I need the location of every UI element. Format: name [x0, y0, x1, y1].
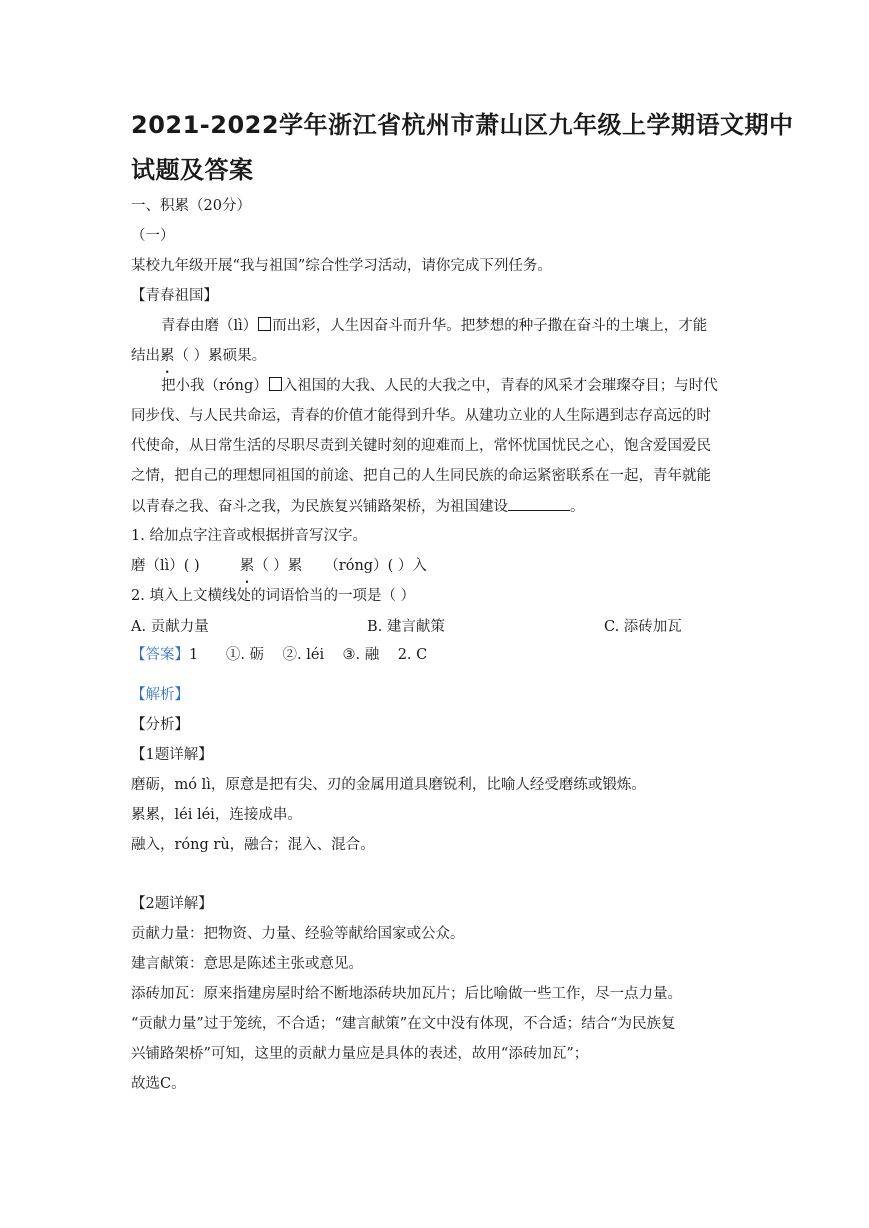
- doc-title-line2: 试题及答案: [131, 156, 254, 184]
- p1-part-d: （ ）累硕果。: [174, 348, 267, 364]
- analysis-label: 【解析】: [131, 687, 189, 703]
- p1-part-c: 结出: [131, 348, 160, 364]
- option-a: A. 贡献力量: [131, 619, 209, 635]
- blank-box: [258, 317, 271, 331]
- detail-2-heading: 【2题详解】: [131, 896, 213, 912]
- paragraph2-line4: 之情，把自己的理想同祖国的前途、把自己的人生同民族的命运紧密联系在一起，青年就能: [131, 468, 711, 484]
- sub-heading: （一）: [131, 228, 175, 244]
- qingchun-heading: 【青春祖国】: [131, 288, 218, 304]
- detail-2-line2: 建言献策：意思是陈述主张或意见。: [131, 956, 363, 972]
- paragraph2-line3: 代使命，从日常生活的尽职尽责到关键时刻的迎难而上，常怀忧国忧民之心，饱含爱国爱民: [131, 438, 711, 454]
- fill-blank-line: [508, 496, 570, 511]
- detail-2-line1: 贡献力量：把物资、力量、经验等献给国家或公众。: [131, 926, 465, 942]
- detail-2-line5: 兴铺路架桥”可知，这里的贡献力量应是具体的表述，故用“添砖加瓦”；: [131, 1046, 589, 1062]
- p2-part-g: 。: [570, 499, 585, 515]
- answer-text: 1 ①. 砺 ②. léi ③. 融 2. C: [189, 647, 428, 663]
- paragraph2-line2: 同步伐、与人民共命运，青春的价值才能得到升华。从建功立业的人生际遇到志存高远的时: [131, 408, 711, 424]
- q1-item-c: （róng）( ）入: [324, 558, 427, 574]
- detail-1-line3: 融入，róng rù，融合；混入、混合。: [131, 837, 375, 853]
- detail-2-line3: 添砖加瓦：原来指建房屋时给不断地添砖块加瓦片；后比喻做一些工作，尽一点力量。: [131, 986, 682, 1002]
- p2-part-f: 以青春之我、奋斗之我，为民族复兴铺路架桥，为祖国建设: [131, 499, 508, 515]
- dotted-char: 累: [160, 348, 175, 364]
- q1-item-a: 磨（lì）( ): [131, 558, 200, 574]
- section-heading: 一、积累（20分）: [131, 198, 251, 214]
- option-b: B. 建言献策: [367, 619, 445, 635]
- p1-part-b: 而出彩，人生因奋斗而升华。把梦想的种子撒在奋斗的土壤上，才能: [272, 318, 708, 334]
- detail-1-heading: 【1题详解】: [131, 747, 213, 763]
- answer-label: 【答案】: [131, 647, 189, 663]
- paragraph2-line5: [131, 496, 585, 517]
- detail-2-line6: 故选C。: [131, 1076, 186, 1092]
- p2-part-a: 把小我（róng）: [161, 378, 268, 394]
- paragraph2-line1: [161, 376, 718, 396]
- paragraph1-line1: [161, 316, 707, 336]
- option-c: C. 添砖加瓦: [604, 619, 682, 635]
- question-1-items: [131, 556, 427, 576]
- p2-part-b: 入祖国的大我、人民的大我之中，青春的风采才会璀璨夺目；与时代: [282, 378, 718, 394]
- q1-item-b: （ ）累: [254, 558, 303, 574]
- question-1: 1. 给加点字注音或根据拼音写汉字。: [131, 528, 367, 544]
- paragraph1-line2: [131, 346, 266, 366]
- intro-text: 某校九年级开展“我与祖国”综合性学习活动，请你完成下列任务。: [131, 258, 552, 274]
- p1-part-a: 青春由磨（lì）: [161, 318, 258, 334]
- detail-1-line2: 累累，léi léi，连接成串。: [131, 807, 302, 823]
- answer-line: [131, 645, 427, 665]
- q1-dotted-char: 累: [239, 558, 255, 574]
- detail-2-line4: “贡献力量”过于笼统，不合适；“建言献策”在文中没有体现，不合适；结合“为民族复: [131, 1016, 676, 1032]
- doc-title-line1: 2021-2022学年浙江省杭州市萧山区九年级上学期语文期中: [131, 111, 794, 139]
- detail-1-line1: 磨砺，mó lì，原意是把有尖、刃的金属用道具磨锐利，比喻人经受磨练或锻炼。: [131, 777, 646, 793]
- question-2: 2. 填入上文横线处的词语恰当的一项是（ ）: [131, 588, 416, 604]
- blank-box: [269, 377, 282, 391]
- fenxi-heading: 【分析】: [131, 717, 189, 733]
